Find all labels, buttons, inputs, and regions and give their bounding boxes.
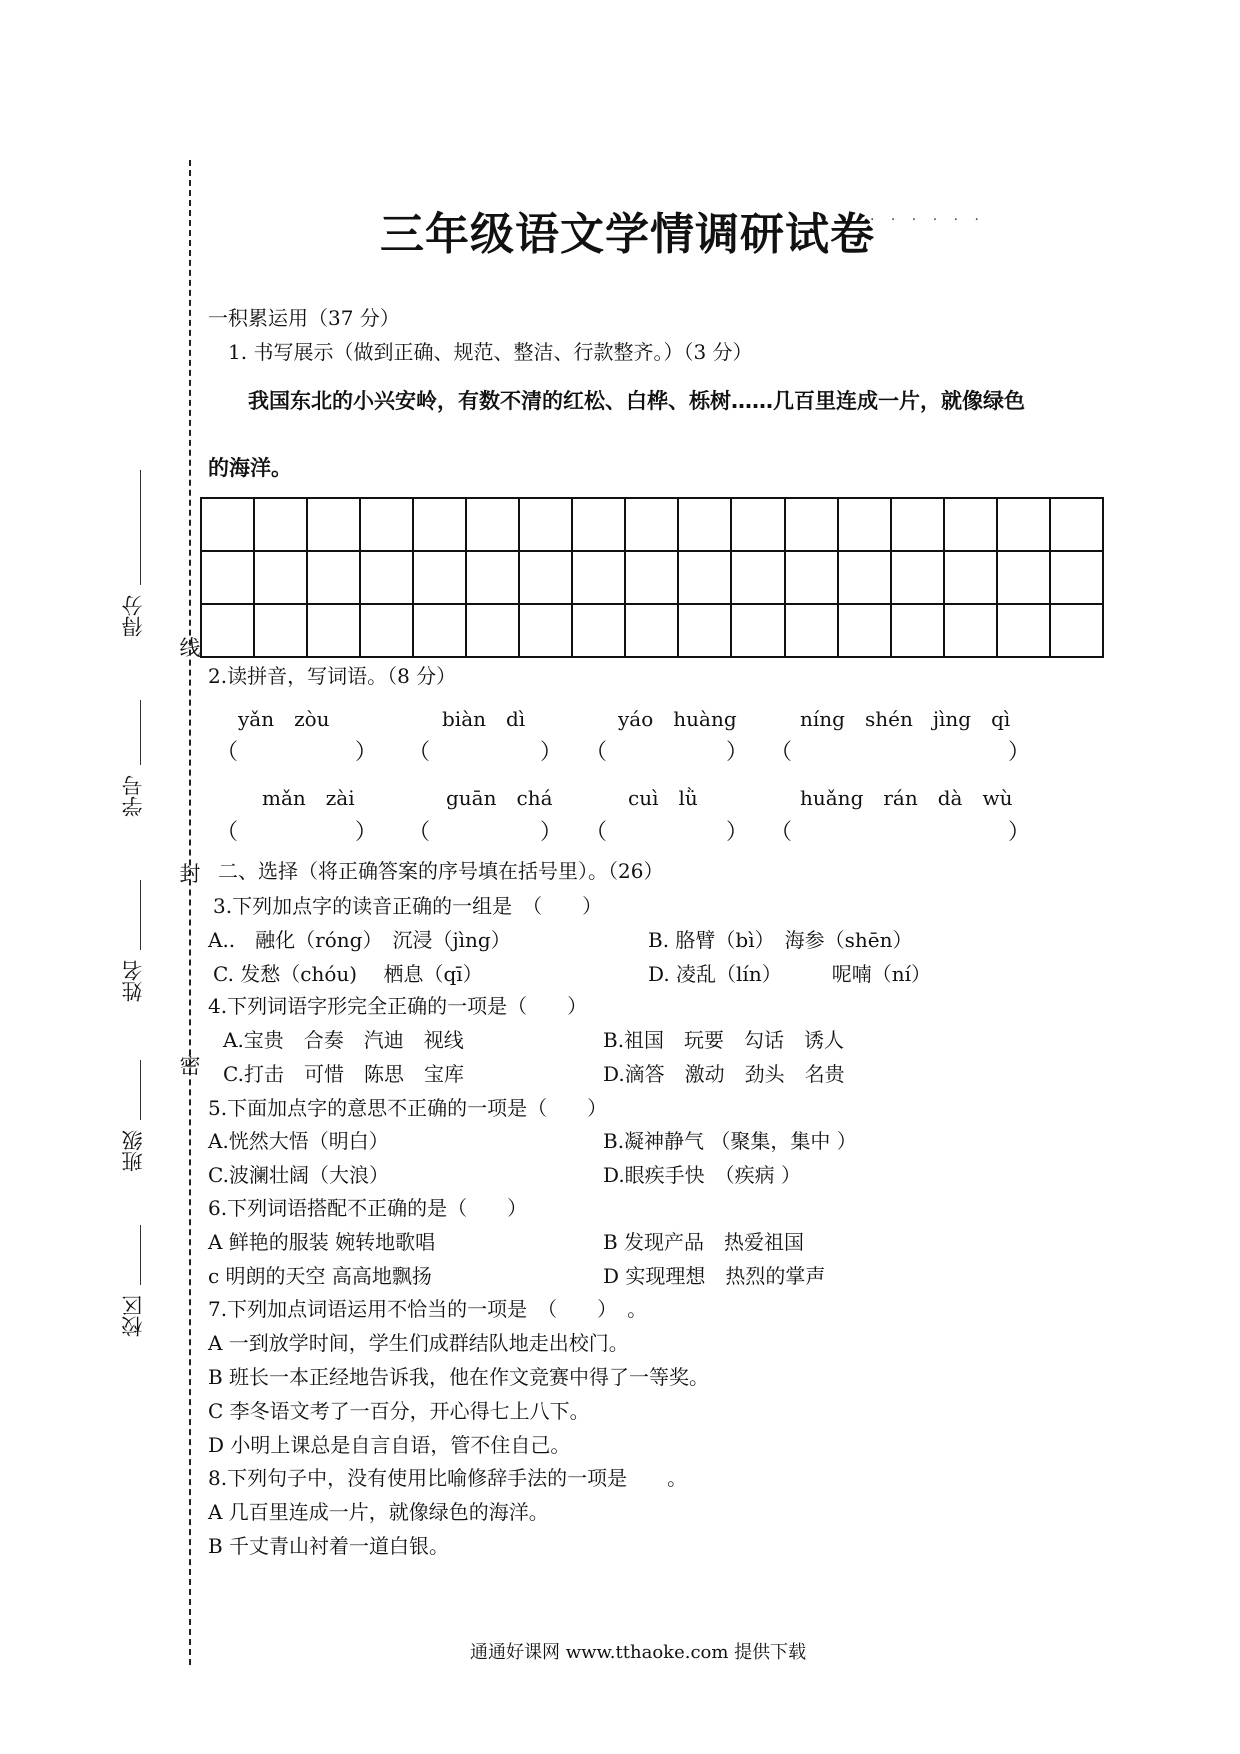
grid-cell[interactable] [413,498,466,551]
field-student-id [118,700,158,840]
grid-cell[interactable] [997,604,1050,657]
question-3: 3.下列加点字的读音正确的一组是 （ ） [213,894,603,918]
answer-paren-close: ） [726,740,749,765]
grid-cell[interactable] [360,498,413,551]
field-line [140,880,141,950]
grid-cell[interactable] [519,604,572,657]
answer-paren-open[interactable]: （ [408,820,431,845]
grid-cell[interactable] [785,498,838,551]
grid-cell[interactable] [838,551,891,604]
binding-char-xian: 线 [179,636,201,660]
answer-paren-close: ） [540,820,563,845]
grid-cell[interactable] [201,604,254,657]
answer-paren-open[interactable]: （ [408,740,431,765]
q3-option-c: C. 发愁（chóu) 栖息（qī） [213,962,483,986]
answer-paren-open[interactable]: （ [585,740,608,765]
q5-option-a: A.恍然大悟（明白） [208,1129,389,1153]
answer-paren-open[interactable]: （ [216,820,239,845]
grid-cell[interactable] [1050,498,1103,551]
grid-row [201,498,1103,551]
grid-cell[interactable] [891,498,944,551]
q7-option-a: A 一到放学时间，学生们成群结队地走出校门。 [208,1331,629,1355]
page-title: 三年级语文学情调研试卷 [380,209,875,260]
passage-line-1: 我国东北的小兴安岭，有数不清的红松、白桦、栎树……几百里连成一片，就像绿色 [248,389,1025,413]
question-7: 7.下列加点词语运用不恰当的一项是 （ ） 。 [208,1297,648,1321]
question-8: 8.下列句子中，没有使用比喻修辞手法的一项是 。 [208,1466,688,1490]
title-dots: · · · · · · [870,212,985,228]
grid-cell[interactable] [254,604,307,657]
grid-cell[interactable] [254,498,307,551]
answer-paren-open[interactable]: （ [585,820,608,845]
pinyin-1: yǎn zòu [238,707,330,731]
grid-cell[interactable] [1050,604,1103,657]
field-label-student-id: 学号 [121,775,145,817]
grid-cell[interactable] [360,604,413,657]
grid-cell[interactable] [254,551,307,604]
answer-paren-open[interactable]: （ [770,820,793,845]
q5-option-b: B.凝神静气 （聚集，集中 ） [603,1129,857,1153]
pinyin-6: guān chá [446,786,553,810]
field-label-class: 班级 [121,1130,145,1172]
grid-cell[interactable] [731,551,784,604]
question-1: 1. 书写展示（做到正确、规范、整洁、行款整齐。）（3 分） [228,340,753,364]
answer-paren-close: ） [355,820,378,845]
grid-cell[interactable] [731,604,784,657]
grid-cell[interactable] [466,604,519,657]
section1-heading: 一积累运用（37 分） [208,306,400,330]
field-line [140,470,141,585]
grid-cell[interactable] [572,604,625,657]
binding-dashed-line [189,160,191,1665]
grid-cell[interactable] [1050,551,1103,604]
grid-cell[interactable] [201,498,254,551]
field-score [118,470,158,670]
field-label-campus: 校区 [121,1295,145,1337]
grid-cell[interactable] [678,604,731,657]
grid-cell[interactable] [838,604,891,657]
answer-paren-close: ） [1008,740,1031,765]
passage-line-2: 的海洋。 [208,456,292,480]
grid-cell[interactable] [466,551,519,604]
grid-cell[interactable] [201,551,254,604]
grid-cell[interactable] [678,551,731,604]
q4-option-b: B.祖国 玩要 勾话 诱人 [603,1028,845,1052]
q8-option-a: A 几百里连成一片，就像绿色的海洋。 [208,1500,549,1524]
pinyin-5: mǎn zài [262,786,355,810]
pinyin-2: biàn dì [442,707,526,731]
q3-option-b: B. 胳臂（bì） 海参（shēn） [648,928,913,952]
grid-cell[interactable] [944,604,997,657]
footer-text: 通通好课网 www.tthaoke.com 提供下载 [470,1642,807,1663]
grid-cell[interactable] [625,551,678,604]
section2-heading: 二、选择（将正确答案的序号填在括号里）。（26） [218,859,664,883]
grid-cell[interactable] [307,498,360,551]
grid-cell[interactable] [307,551,360,604]
field-line [140,1060,141,1120]
q5-option-c: C.波澜壮阔（大浪） [208,1163,389,1187]
answer-paren-open[interactable]: （ [216,740,239,765]
pinyin-7: cuì lǜ [628,786,698,810]
grid-cell[interactable] [997,551,1050,604]
grid-cell[interactable] [625,498,678,551]
grid-cell[interactable] [838,498,891,551]
grid-cell[interactable] [413,551,466,604]
grid-cell[interactable] [731,498,784,551]
question-2: 2.读拼音，写词语。（8 分） [208,664,457,688]
grid-cell[interactable] [785,604,838,657]
q4-option-d: D.滴答 激动 劲头 名贵 [603,1062,845,1086]
q3-option-a: A.. 融化（róng） 沉浸（jìng） [208,928,511,952]
pinyin-8: huǎng rán dà wù [800,786,1013,810]
q7-option-c: C 李冬语文考了一百分，开心得七上八下。 [208,1399,590,1423]
grid-cell[interactable] [944,551,997,604]
grid-cell[interactable] [891,604,944,657]
q7-option-b: B 班长一本正经地告诉我，他在作文竞赛中得了一等奖。 [208,1365,710,1389]
pinyin-3: yáo huàng [618,707,737,731]
q6-option-a: A 鲜艳的服装 婉转地歌唱 [208,1230,436,1254]
grid-cell[interactable] [572,498,625,551]
grid-cell[interactable] [997,498,1050,551]
q4-option-a: A.宝贵 合奏 汽迪 视线 [223,1028,464,1052]
q4-option-c: C.打击 可惜 陈思 宝库 [223,1062,464,1086]
pinyin-4: níng shén jìng qì [800,707,1011,731]
answer-paren-open[interactable]: （ [770,740,793,765]
grid-cell[interactable] [572,551,625,604]
field-name [118,880,158,1040]
binding-char-feng: 封 [179,862,201,886]
q5-option-d: D.眼疾手快 （疾病 ） [603,1163,802,1187]
answer-paren-close: ） [540,740,563,765]
answer-paren-close: ） [355,740,378,765]
q6-option-b: B 发现产品 热爱祖国 [603,1230,805,1254]
question-6: 6.下列词语搭配不正确的是（ ） [208,1196,528,1220]
grid-cell[interactable] [891,551,944,604]
answer-paren-close: ） [726,820,749,845]
grid-cell[interactable] [625,604,678,657]
q6-option-c: c 明朗的天空 高高地飘扬 [208,1264,432,1288]
grid-cell[interactable] [413,604,466,657]
grid-cell[interactable] [360,551,413,604]
grid-cell[interactable] [678,498,731,551]
grid-cell[interactable] [785,551,838,604]
grid-row [201,551,1103,604]
field-line [140,700,141,765]
grid-cell[interactable] [944,498,997,551]
grid-row [201,604,1103,657]
q6-option-d: D 实现理想 热烈的掌声 [603,1264,826,1288]
field-label-name: 姓名 [121,960,145,1002]
q7-option-d: D 小明上课总是自言自语，管不住自己。 [208,1433,571,1457]
question-4: 4.下列词语字形完全正确的一项是（ ） [208,994,588,1018]
grid-cell[interactable] [307,604,360,657]
q3-option-d: D. 凌乱（lín） 呢喃（ní） [648,962,931,986]
grid-cell[interactable] [519,498,572,551]
field-class [118,1060,158,1240]
binding-char-mi: 密 [179,1054,201,1078]
field-campus [118,1225,158,1365]
question-5: 5.下面加点字的意思不正确的一项是（ ） [208,1096,608,1120]
grid-cell[interactable] [519,551,572,604]
q8-option-b: B 千丈青山衬着一道白银。 [208,1534,450,1558]
field-line [140,1225,141,1285]
answer-paren-close: ） [1008,820,1031,845]
writing-grid[interactable] [200,497,1104,658]
grid-cell[interactable] [466,498,519,551]
field-label-score: 得分 [121,595,145,637]
